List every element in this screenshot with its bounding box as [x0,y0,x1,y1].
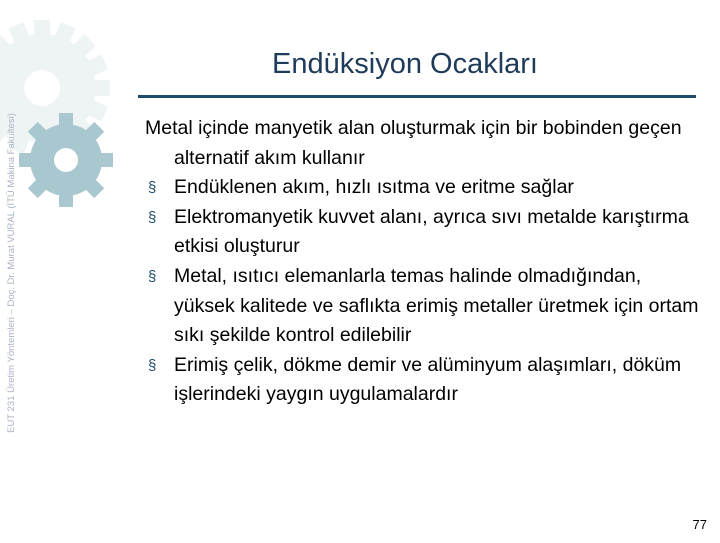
bullet-text: Elektromanyetik kuvvet alanı, ayrıca sıvı metalde karıştırma etkisi oluşturur [174,205,689,258]
slide-title: Endüksiyon Ocakları [272,48,538,80]
bullet-marker-icon: § [148,356,157,374]
vertical-footer-text: EUT 231 Üretim Yöntemleri – Doç. Dr. Murat VURAL (İTÜ Makina Fakültesi) [6,113,17,433]
bullet-marker-icon: § [148,208,157,226]
bullet-text: Endüklenen akım, hızlı ısıtma ve eritme sağlar [174,176,574,199]
slide-body [145,114,700,410]
gears-decoration [0,0,150,230]
title-underline [138,95,696,98]
bullet-item [145,203,700,262]
small-gear-icon [19,113,113,207]
bullet-text: Metal, ısıtıcı elemanlarla temas halinde olmadığından, yüksek kalitede ve saflıkta erimiş metaller üretmek için ortam sıkı şekilde kontrol edilebilir [174,264,699,347]
bullet-item [145,173,700,203]
bullet-item [145,351,700,410]
intro-paragraph: Metal içinde manyetik alan oluşturmak için bir bobinden geçen alternatif akım kullanır [145,117,682,169]
bullet-text: Erimiş çelik, dökme demir ve alüminyum alaşımları, döküm işlerindeki yaygın uygulamalardır [174,353,682,406]
bullet-item [145,262,700,351]
page-number: 77 [692,517,707,532]
bullet-marker-icon: § [148,179,157,197]
bullet-marker-icon: § [148,267,157,285]
